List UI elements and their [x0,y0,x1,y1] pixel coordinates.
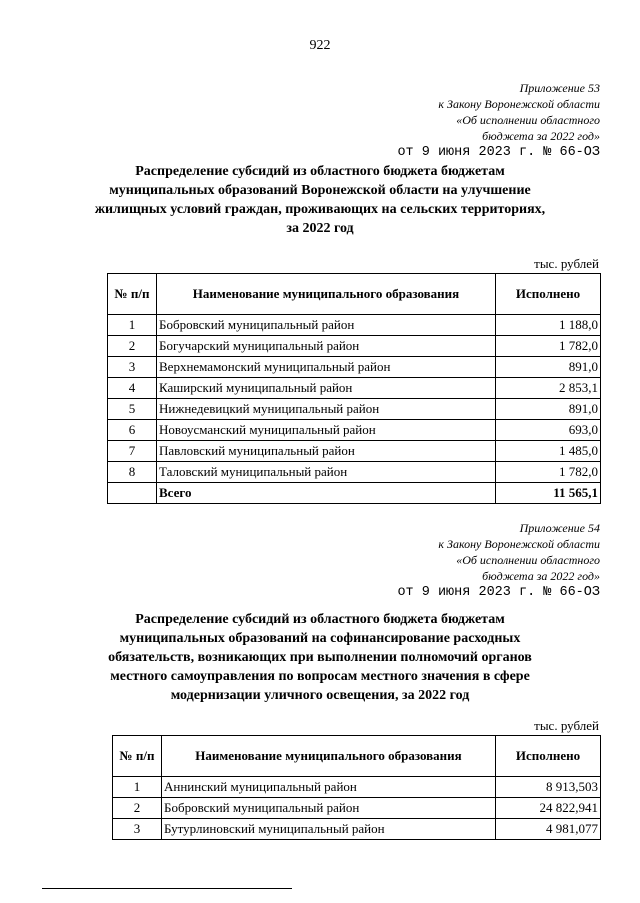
row-num: 1 [108,315,157,336]
row-num: 5 [108,399,157,420]
row-value: 4 981,077 [496,819,601,840]
annex-law-name: «Об исполнении областного [456,113,600,127]
table-row [108,336,601,357]
title-line: за 2022 год [286,221,354,236]
row-name: Аннинский муниципальный район [162,777,496,798]
unit-label: тыс. рублей [534,256,599,271]
row-value: 24 822,941 [496,798,601,819]
annex-law-date: от 9 июня 2023 г. № 66-ОЗ [397,585,600,600]
row-name: Бобровский муниципальный район [162,798,496,819]
row-num: 4 [108,378,157,399]
row-name: Богучарский муниципальный район [157,336,496,357]
row-num: 8 [108,462,157,483]
row-value: 1 782,0 [496,462,601,483]
row-num: 2 [108,336,157,357]
footer-divider [42,888,292,889]
annex-law-name: «Об исполнении областного [456,553,600,567]
annex-title: Приложение 53 [519,81,600,95]
table-row [113,798,601,819]
table-row [108,357,601,378]
total-num-empty [108,483,157,504]
row-value: 1 782,0 [496,336,601,357]
title-line: муниципальных образований Воронежской области на улучшение [109,183,531,198]
row-value: 891,0 [496,357,601,378]
table-row [108,399,601,420]
row-num: 6 [108,420,157,441]
table-row [108,441,601,462]
row-name: Бутурлиновский муниципальный район [162,819,496,840]
title-line: местного самоуправления по вопросам местного значения в сфере [110,669,530,684]
header-value: Исполнено [496,274,601,315]
title-line: Распределение субсидий из областного бюджета бюджетам [135,164,505,179]
annex-law-ref: к Закону Воронежской области [438,537,600,551]
title-line: обязательств, возникающих при выполнении полномочий органов [108,650,532,665]
annex-53-header [397,80,600,162]
table-row [108,420,601,441]
row-num: 1 [113,777,162,798]
section-2-table [112,735,601,840]
table-header-row [108,274,601,315]
row-num: 7 [108,441,157,462]
row-value: 1 485,0 [496,441,601,462]
header-name: Наименование муниципального образования [162,736,496,777]
annex-law-name-cont: бюджета за 2022 год» [482,569,600,583]
table-row [108,378,601,399]
table-row [113,777,601,798]
table-row [108,315,601,336]
title-line: муниципальных образований на софинансирование расходных [119,631,521,646]
row-num: 3 [108,357,157,378]
annex-law-name-cont: бюджета за 2022 год» [482,129,600,143]
header-value: Исполнено [496,736,601,777]
title-line: жилищных условий граждан, проживающих на сельских территориях, [94,202,546,217]
section-1-title [80,162,560,238]
total-value: 11 565,1 [496,483,601,504]
row-name: Павловский муниципальный район [157,441,496,462]
unit-label: тыс. рублей [534,718,599,733]
annex-law-ref: к Закону Воронежской области [438,97,600,111]
section-1-table [107,273,601,504]
row-name: Каширский муниципальный район [157,378,496,399]
row-num: 3 [113,819,162,840]
section-2-title [80,610,560,705]
total-label: Всего [157,483,496,504]
annex-law-date: от 9 июня 2023 г. № 66-ОЗ [397,145,600,160]
row-name: Нижнедевицкий муниципальный район [157,399,496,420]
row-value: 891,0 [496,399,601,420]
row-value: 693,0 [496,420,601,441]
table-total-row [108,483,601,504]
header-name: Наименование муниципального образования [157,274,496,315]
row-num: 2 [113,798,162,819]
row-name: Верхнемамонский муниципальный район [157,357,496,378]
row-value: 1 188,0 [496,315,601,336]
table-row [113,819,601,840]
row-name: Бобровский муниципальный район [157,315,496,336]
annex-54-header [397,520,600,602]
row-name: Таловский муниципальный район [157,462,496,483]
title-line: Распределение субсидий из областного бюджета бюджетам [135,612,505,627]
title-line: модернизации уличного освещения, за 2022 год [170,688,470,703]
row-value: 8 913,503 [496,777,601,798]
row-name: Новоусманский муниципальный район [157,420,496,441]
table-row [108,462,601,483]
header-num: № п/п [108,274,157,315]
row-value: 2 853,1 [496,378,601,399]
annex-title: Приложение 54 [519,521,600,535]
page-number: 922 [309,38,331,53]
header-num: № п/п [113,736,162,777]
table-header-row [113,736,601,777]
